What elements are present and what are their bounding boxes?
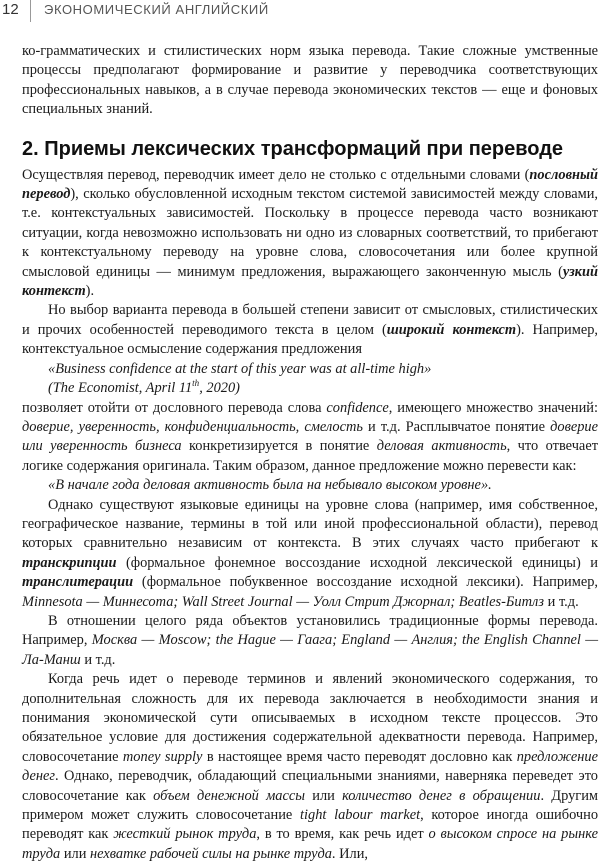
text-run: . Или, bbox=[331, 845, 368, 862]
text-run: (формальное фонемное воссоздание исходной лексической единицы) и bbox=[116, 554, 598, 571]
example-names: Minnesota — Миннесота; Wall Street Journal — Уолл Стрит Джорнал; Beatles-Битлз bbox=[22, 593, 545, 610]
example-term: предложение денег bbox=[22, 748, 599, 785]
example-term: о высоком спросе на рынке труда bbox=[22, 826, 598, 862]
term-word-for-word: пословный перевод bbox=[22, 166, 598, 203]
page-body bbox=[22, 42, 598, 864]
example-phrase: деловая активность bbox=[376, 438, 507, 455]
text-run: конкретизируется в понятие bbox=[181, 438, 377, 455]
text-run: Осуществляя перевод, переводчик имеет дело не столько с отдельными словами ( bbox=[22, 166, 530, 183]
example-quote-english: «Business confidence at the start of this year was at all-time high» bbox=[48, 360, 432, 377]
source-superscript: th bbox=[192, 378, 200, 389]
header-divider bbox=[30, 0, 31, 22]
text-run: в настоящее время часто переводят дословно как bbox=[202, 748, 517, 765]
text-run: . Однако, переводчик, обладающий специальными знаниями, наверняка переведет это словосочетание как bbox=[22, 768, 598, 804]
example-term: количество денег в обращении bbox=[342, 787, 541, 804]
term-transcription: транскрипции bbox=[22, 554, 117, 571]
example-phrase: доверие или уверенность бизнеса bbox=[22, 418, 599, 455]
text-run: ). Например, контекстуальное осмысление содержания предложения bbox=[22, 321, 598, 358]
term-transliteration: транслитерации bbox=[22, 574, 134, 591]
term-wide-context: широкий контекст bbox=[386, 321, 517, 338]
text-run: Но выбор варианта перевода в большей степени зависит от смысловых, стилистических и прочих особенностей переводимого текста в целом ( bbox=[22, 302, 598, 338]
paragraph-economic-terms bbox=[22, 670, 598, 864]
text-run: Когда речь идет о переводе терминов и явлений экономического содержания, то дополнительная сложность для их перевода заключается в необходимости знания и понимания экономической сути описываемых в исходном тексте процессов. Это обязательное условие для достижения содержательной адекватности перевода. Например, словосочетание bbox=[22, 671, 598, 765]
example-term: tight labour market bbox=[300, 807, 421, 824]
paragraph-context bbox=[22, 166, 598, 302]
page-number: 12 bbox=[2, 1, 19, 18]
source-text: (The Economist, April 11 bbox=[48, 380, 193, 397]
paragraph-traditional-forms bbox=[22, 612, 598, 670]
text-run: (формальное побуквенное воссоздание исходной лексики). Например, bbox=[133, 574, 598, 591]
example-word: confidence bbox=[326, 399, 389, 416]
page-header bbox=[0, 0, 615, 24]
text-run: , что отвечает логике содержания оригинала. Таким образом, данное предложение можно перевести как: bbox=[22, 438, 598, 474]
term-narrow-context: узкий контекст bbox=[22, 263, 598, 300]
paragraph-confidence bbox=[22, 399, 598, 477]
example-names: Москва — Moscow; the Hague — Гаага; England — Англия; the English Channel — Ла-Манш bbox=[22, 632, 598, 668]
text-run: или bbox=[305, 787, 343, 804]
text-run: и т.д. Расплывчатое понятие bbox=[362, 418, 551, 435]
example-term: объем денежной массы bbox=[153, 787, 306, 804]
text-run: , которое иногда ошибочно переводят как bbox=[22, 807, 599, 843]
text-run: или bbox=[60, 845, 90, 862]
text-run: , имеющего множество значений: bbox=[388, 399, 598, 416]
example-term: нехватке рабочей силы на рынке труда bbox=[90, 845, 332, 862]
example-quote-russian: «В начале года деловая активность была на небывало высоком уровне». bbox=[48, 477, 492, 494]
text-run: и т.д. bbox=[544, 593, 579, 610]
example-term: money supply bbox=[122, 748, 203, 765]
example-meanings: доверие, уверенность, конфиденциальность, смелость bbox=[22, 418, 363, 435]
paragraph-transcription bbox=[22, 496, 598, 612]
text-run: , в то время, как речь идет bbox=[256, 826, 429, 843]
paragraph-wide-context bbox=[22, 301, 598, 359]
quote-source bbox=[22, 379, 598, 398]
text-run: ). bbox=[85, 283, 95, 300]
running-title: ЭКОНОМИЧЕСКИЙ АНГЛИЙСКИЙ bbox=[44, 2, 269, 17]
text-run: и т.д. bbox=[80, 651, 116, 668]
source-text: , 2020) bbox=[199, 380, 240, 397]
text-run: позволяет отойти от дословного перевода слова bbox=[22, 399, 327, 416]
text-run: Однако существуют языковые единицы на уровне слова (например, имя собственное, географическое название, термины в той или иной профессиональной области), перевод которых сравнительно независим от контекста. В этих случаях часто прибегают к bbox=[22, 496, 598, 552]
intro-paragraph: ко-грамматических и стилистических норм языка перевода. Такие сложные умственные процессы предполагают формирование и развитие у переводчика соответствующих профессиональных навыков, а в случае перевода экономических текстов — еще и фоновых специальных знаний. bbox=[22, 43, 598, 118]
section-heading: 2. Приемы лексических трансформаций при переводе bbox=[22, 137, 564, 160]
text-run: В отношении целого ряда объектов установились традиционные формы перевода. Например, bbox=[22, 612, 598, 649]
example-term: жесткий рынок труда bbox=[113, 826, 257, 843]
text-run: ), сколько обусловленной исходным текстом системой зависимостей между словами, т.е. контекстуальных зависимостей. Поскольку в процессе перевода часто возникают ситуации, когда невозможно использовать ни одно из словарных соответствий, то прибегают к контекстуальному переводу на уровне слова, словосочетания или более крупной смысловой единицы — минимум предложения, выражающего законченную мысль ( bbox=[22, 186, 598, 280]
text-run: . Другим примером может служить словосочетание bbox=[22, 787, 599, 824]
